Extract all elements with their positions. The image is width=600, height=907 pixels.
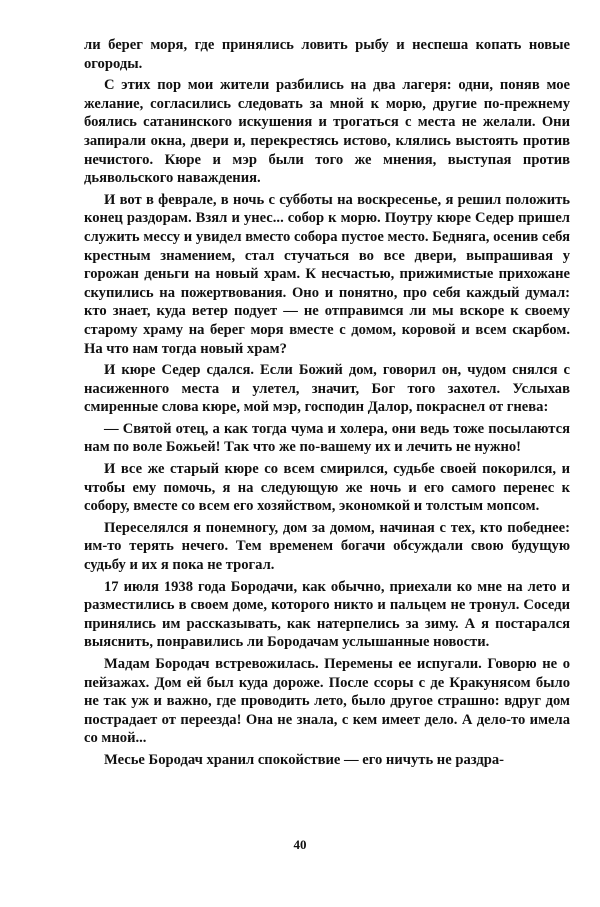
paragraph: И все же старый кюре со всем смирился, судьбе своей покорился, и чтобы ему помочь, я на следующую же ночь и его самого перенес к собору, вместе со всем его хозяйством, экономкой и толстым мопсом. <box>84 461 570 515</box>
paragraph-dialogue: — Святой отец, а как тогда чума и холера, они ведь тоже посылаются нам по воле Божьей! Так что же по-вашему их и лечить не нужно! <box>84 420 570 456</box>
paragraph: Переселялся я понемногу, дом за домом, начиная с тех, кто победнее: им-то терять нечего. Тем временем богачи обсуждали свою будущую судьбу и их я пока не трогал. <box>84 519 570 574</box>
paragraph: Мадам Бородач встревожилась. Перемены ее испугали. Говорю не о пейзажах. Дом ей был куда дороже. После ссоры с де Кракунясом было не так уж и важно, где проводить лето, было другое страшно: вдруг дом пострадает от переезда! Она не знала, с кем имеет дело. А дело-то имела со мной... <box>84 656 570 747</box>
paragraph: С этих пор мои жители разбились на два лагеря: одни, поняв мое желание, согласились следовать за мной к морю, другие по-прежнему боялись сатанинского искушения и трогаться с места не желали. Они запирали окна, двери и, перекрестясь истово, клялись выстоять против нечистого. Кюре и мэр были того же мнения, выступая против дьявольского наваждения. <box>84 77 570 187</box>
body-text <box>84 36 570 770</box>
paragraph-last: Месье Бородач хранил спокойствие — его ничуть не раздра- <box>104 751 505 768</box>
paragraph-continuation: ли берег моря, где принялись ловить рыбу и неспеша копать новые огороды. <box>84 37 570 72</box>
paragraph: И вот в феврале, в ночь с субботы на воскресенье, я решил положить конец раздорам. Взял и унес... собор к морю. Поутру кюре Седер пришел служить мессу и увидел вместо собора пустое место. Бедняга, осенив себя крестным знамением, стал стучаться во все двери, выпрашивая у горожан деньги на новый храм. К несчастью, прижимистые прихожане скупились на пожертвования. Оно и понятно, про себя каждый думал: кто знает, куда ветер подует — не отправимся ли мы вскоре к своему старому храму на берег моря вместе с домом, коровой и всем скарбом. На что нам тогда новый храм? <box>84 191 570 357</box>
paragraph: И кюре Седер сдался. Если Божий дом, говорил он, чудом снялся с насиженного места и улетел, значит, Бог того захотел. Услыхав смиренные слова кюре, мой мэр, господин Далор, покраснел от гнева: <box>84 362 570 416</box>
paragraph: 17 июля 1938 года Бородачи, как обычно, приехали ко мне на лето и разместились в своем доме, которого никто и пальцем не тронул. Соседи принялись им рассказывать, как натерпелись за зиму. А я постарался выяснить, понравились ли Бородачам услышанные новости. <box>84 578 570 651</box>
page-number: 40 <box>293 837 307 852</box>
